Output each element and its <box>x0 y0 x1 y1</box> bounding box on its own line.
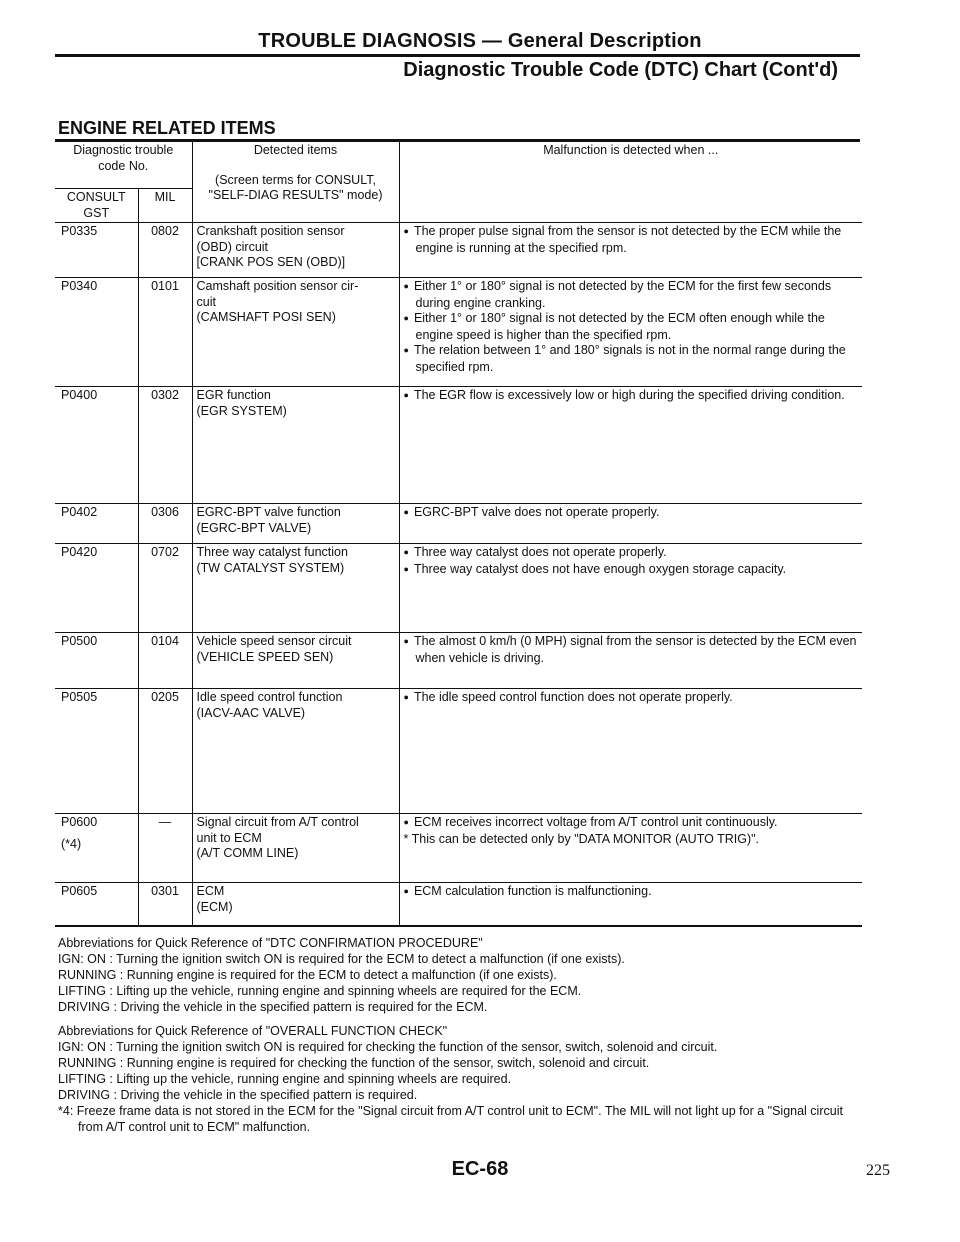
dtc-code-cell <box>55 883 138 927</box>
detected-item-line: Idle speed control function <box>196 690 343 704</box>
dtc-code-cell <box>55 278 138 387</box>
mil-code: 0802 <box>138 223 192 278</box>
malfunction-condition: ● Three way catalyst does not have enough oxygen storage capacity. <box>404 562 859 579</box>
dtc-code: P0402 <box>61 505 98 519</box>
abbreviation-line: DRIVING : Driving the vehicle in the specified pattern is required for the ECM. <box>58 1000 488 1014</box>
dtc-code: P0500 <box>61 634 98 648</box>
detected-item-line: Crankshaft position sensor <box>196 224 345 238</box>
detected-item-cell <box>192 278 399 387</box>
header-consult-gst: CONSULT GST <box>55 189 138 223</box>
malfunction-cell <box>399 689 862 814</box>
malfunction-condition: ● The idle speed control function does not operate properly. <box>404 690 859 707</box>
footnote-4: *4: Freeze frame data is not stored in the ECM for the "Signal circuit from A/T control unit to ECM". The MIL will not light up for a "Signal circuit from A/T control unit to ECM" malfunction. <box>58 1104 843 1134</box>
abbreviations-overall-function <box>58 1023 868 1135</box>
table-row <box>55 633 862 689</box>
malfunction-condition: ● The almost 0 km/h (0 MPH) signal from the sensor is detected by the ECM even when vehicle is driving. <box>404 634 859 666</box>
title-rule <box>55 54 860 57</box>
malfunction-condition: ● ECM receives incorrect voltage from A/T control unit continuously. <box>404 815 859 832</box>
abbreviations-heading: Abbreviations for Quick Reference of "OVERALL FUNCTION CHECK" <box>58 1024 448 1038</box>
abbreviation-line: RUNNING : Running engine is required for checking the function of the sensor, switch, solenoid and circuit. <box>58 1056 650 1070</box>
abbreviation-line: DRIVING : Driving the vehicle in the specified pattern is required. <box>58 1088 418 1102</box>
mil-code: 0302 <box>138 387 192 504</box>
detected-item-line: ECM <box>196 884 225 898</box>
detected-item-line: (A/T COMM LINE) <box>196 846 299 860</box>
table-row <box>55 387 862 504</box>
malfunction-cell <box>399 504 862 544</box>
detected-item-line: Signal circuit from A/T control <box>196 815 359 829</box>
header-detected-items-note: (Screen terms for CONSULT, "SELF-DIAG RESULTS" mode) <box>208 172 383 202</box>
dtc-code-cell <box>55 387 138 504</box>
header-detected-items <box>192 142 399 223</box>
detected-item-line: Vehicle speed sensor circuit <box>196 634 352 648</box>
detected-item-line: (TW CATALYST SYSTEM) <box>196 560 345 575</box>
detected-item-line: EGR function <box>196 388 271 402</box>
detected-item-cell <box>192 504 399 544</box>
header-malfunction: Malfunction is detected when ... <box>543 143 719 157</box>
malfunction-cell <box>399 883 862 927</box>
dtc-code-cell <box>55 504 138 544</box>
dtc-code-cell <box>55 689 138 814</box>
table-row <box>55 883 862 927</box>
malfunction-cell <box>399 814 862 883</box>
table-row <box>55 504 862 544</box>
dtc-code: P0605 <box>61 884 98 898</box>
abbreviation-line: LIFTING : Lifting up the vehicle, running engine and spinning wheels are required. <box>58 1072 512 1086</box>
malfunction-cell <box>399 633 862 689</box>
dtc-code: P0335 <box>61 224 98 238</box>
detected-item-cell <box>192 544 399 633</box>
abbreviations-dtc-confirmation <box>58 935 868 1015</box>
detected-item-line: [CRANK POS SEN (OBD)] <box>196 255 346 269</box>
section-title: ENGINE RELATED ITEMS <box>58 118 276 138</box>
abbreviations-heading: Abbreviations for Quick Reference of "DTC CONFIRMATION PROCEDURE" <box>58 936 483 950</box>
mil-code: 0205 <box>138 689 192 814</box>
malfunction-condition: ● ECM calculation function is malfunctioning. <box>404 884 859 901</box>
dtc-code: P0600 <box>61 815 98 829</box>
table-header-row <box>55 142 862 189</box>
detected-item-line: (VEHICLE SPEED SEN) <box>196 649 334 664</box>
detected-item-line: EGRC-BPT valve function <box>196 505 341 519</box>
malfunction-condition: ● The relation between 1° and 180° signals is not in the normal range during the specified rpm. <box>404 343 859 375</box>
dtc-code-note: (*4) <box>61 836 82 851</box>
dtc-table <box>55 142 862 927</box>
dtc-rows <box>55 223 862 927</box>
malfunction-condition: ● EGRC-BPT valve does not operate properly. <box>404 505 859 522</box>
malfunction-cell <box>399 544 862 633</box>
page-subtitle: Diagnostic Trouble Code (DTC) Chart (Cont'd) <box>403 59 838 81</box>
header-dtc-no: Diagnostic trouble code No. <box>55 142 192 189</box>
dtc-code-cell <box>55 633 138 689</box>
detected-item-line: (OBD) circuit <box>196 239 269 254</box>
header-mil: MIL <box>138 189 192 223</box>
malfunction-condition: ● The EGR flow is excessively low or high during the specified driving condition. <box>404 388 859 405</box>
detected-item-cell <box>192 223 399 278</box>
detected-item-cell <box>192 814 399 883</box>
dtc-code: P0420 <box>61 545 98 559</box>
page-code: EC-68 <box>451 1158 509 1180</box>
malfunction-condition: ● The proper pulse signal from the sensor is not detected by the ECM while the engine is running at the specified rpm. <box>404 224 859 256</box>
detected-item-line: (ECM) <box>196 899 233 914</box>
malfunction-note: * This can be detected only by "DATA MONITOR (AUTO TRIG)". <box>403 831 760 846</box>
page-number: 225 <box>866 1162 890 1179</box>
detected-item-line: (EGRC-BPT VALVE) <box>196 520 312 535</box>
detected-item-line: (IACV-AAC VALVE) <box>196 705 306 720</box>
table-row <box>55 544 862 633</box>
detected-item-cell <box>192 883 399 927</box>
detected-item-line: cuit <box>196 294 216 309</box>
dtc-code-cell <box>55 544 138 633</box>
dtc-code: P0505 <box>61 690 98 704</box>
detected-item-line: (EGR SYSTEM) <box>196 403 287 418</box>
malfunction-condition: ● Either 1° or 180° signal is not detected by the ECM often enough while the engine speed is higher than the specified rpm. <box>404 311 859 343</box>
dtc-code: P0400 <box>61 388 98 402</box>
mil-code: 0702 <box>138 544 192 633</box>
dtc-code: P0340 <box>61 279 98 293</box>
mil-code: 0104 <box>138 633 192 689</box>
table-row <box>55 689 862 814</box>
malfunction-cell <box>399 223 862 278</box>
header-detected-items-label: Detected items <box>253 143 338 157</box>
dtc-code-cell <box>55 223 138 278</box>
detected-item-line: Camshaft position sensor cir- <box>196 279 359 293</box>
malfunction-condition: ● Either 1° or 180° signal is not detected by the ECM for the first few seconds during engine cranking. <box>404 279 859 311</box>
mil-code: 0101 <box>138 278 192 387</box>
page-title: TROUBLE DIAGNOSIS — General Description <box>258 30 702 52</box>
table-row <box>55 223 862 278</box>
mil-code: 0306 <box>138 504 192 544</box>
mil-code: — <box>138 814 192 883</box>
detected-item-cell <box>192 387 399 504</box>
table-row <box>55 278 862 387</box>
detected-item-line: (CAMSHAFT POSI SEN) <box>196 310 336 324</box>
malfunction-condition: ● Three way catalyst does not operate properly. <box>404 545 859 562</box>
abbreviation-line: LIFTING : Lifting up the vehicle, running engine and spinning wheels are required for the ECM. <box>58 984 582 998</box>
dtc-code-cell <box>55 814 138 883</box>
malfunction-cell <box>399 387 862 504</box>
detected-item-line: Three way catalyst function <box>196 545 348 559</box>
detected-item-cell <box>192 689 399 814</box>
detected-item-line: unit to ECM <box>196 830 262 845</box>
malfunction-cell <box>399 278 862 387</box>
abbreviation-line: IGN: ON : Turning the ignition switch ON is required for checking the function of the sensor, switch, solenoid and circuit. <box>58 1040 718 1054</box>
mil-code: 0301 <box>138 883 192 927</box>
table-row <box>55 814 862 883</box>
abbreviation-line: IGN: ON : Turning the ignition switch ON is required for the ECM to detect a malfunction (if one exists). <box>58 952 625 966</box>
detected-item-cell <box>192 633 399 689</box>
abbreviation-line: RUNNING : Running engine is required for the ECM to detect a malfunction (if one exists). <box>58 968 557 982</box>
